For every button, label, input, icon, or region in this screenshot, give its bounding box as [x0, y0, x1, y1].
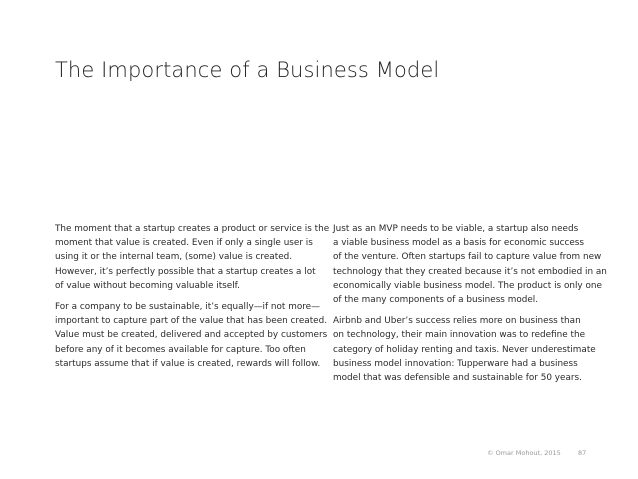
text-line: category of holiday renting and taxis. Never underestimate: [333, 344, 596, 355]
page-number: 87: [578, 449, 587, 457]
right-text-column: [333, 222, 607, 392]
text-line: using it or the internal team, (some) value is created.: [55, 252, 293, 263]
text-line: startups assume that if value is created, rewards will follow.: [55, 358, 321, 369]
text-line: important to capture part of the value that has been created.: [55, 316, 328, 327]
text-line: However, it’s perfectly possible that a startup creates a lot: [55, 266, 316, 277]
text-line: The moment that a startup creates a product or service is the: [55, 224, 330, 234]
text-line: For a company to be sustainable, it’s equally—if not more—: [55, 302, 320, 313]
text-line: Just as an MVP needs to be viable, a startup also needs: [333, 224, 579, 234]
text-line: on technology, their main innovation was to redefine the: [333, 330, 586, 341]
text-line: before any of it becomes available for capture. Too often: [55, 344, 306, 355]
right-paragraph-1: [333, 222, 607, 307]
text-line: of the many components of a business model.: [333, 295, 539, 306]
text-line: business model innovation: Tupperware had a business: [333, 358, 578, 369]
right-paragraph-2: [333, 314, 596, 385]
text-line: of value without becoming valuable itself.: [55, 280, 240, 291]
left-paragraph-2: [55, 300, 328, 371]
copyright-credit: © Omar Mohout, 2015: [487, 449, 561, 457]
text-line: of the venture. Often startups fail to capture value from new: [333, 252, 602, 263]
text-line: moment that value is created. Even if only a single user is: [55, 238, 313, 249]
text-line: Value must be created, delivered and accepted by customers: [55, 330, 328, 341]
left-paragraph-1: [55, 222, 330, 293]
text-line: a viable business model as a basis for economic success: [333, 238, 584, 249]
slide-title: The Importance of a Business Model: [55, 58, 440, 82]
text-line: technology that they created because it’s not embodied in an: [333, 266, 607, 277]
text-line: economically viable business model. The product is only one: [333, 280, 602, 291]
left-text-column: [55, 222, 330, 378]
text-line: Airbnb and Uber’s success relies more on business than: [333, 316, 581, 327]
text-line: model that was defensible and sustainable for 50 years.: [333, 373, 582, 384]
